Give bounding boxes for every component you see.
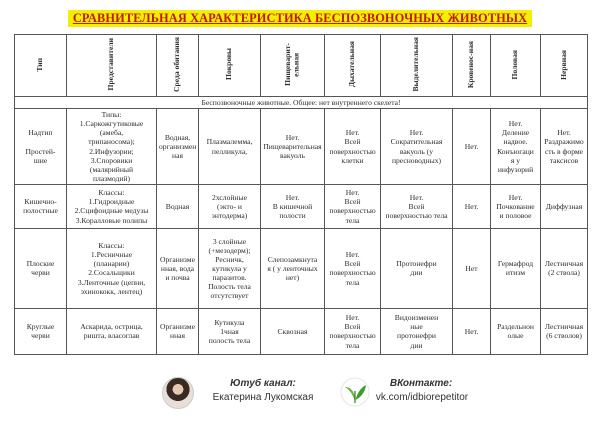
row-type: Плоские черви bbox=[15, 228, 67, 308]
table-cell: Сквозная bbox=[261, 308, 325, 354]
youtube-channel-link[interactable]: Екатерина Лукомская bbox=[212, 392, 314, 403]
row-type: Круглые черви bbox=[15, 308, 67, 354]
table-row bbox=[15, 184, 588, 228]
table-cell: Протонефри дии bbox=[381, 228, 453, 308]
table-cell: Плазмалемма, пелликула, bbox=[199, 109, 261, 185]
header-respiratory: Дыхательная bbox=[325, 35, 381, 97]
table-cell: Раздельнон олые bbox=[491, 308, 541, 354]
title-wrap bbox=[0, 9, 600, 27]
table-cell: Нет. bbox=[453, 308, 491, 354]
table-cell: Нет. Всей поверхностью тела bbox=[325, 184, 381, 228]
table-cell: Гермафрод итизм bbox=[491, 228, 541, 308]
table-cell: Нет. Всей поверхностью тела bbox=[325, 228, 381, 308]
table-cell: Слепозамкнута я ( у ленточных нет) bbox=[261, 228, 325, 308]
header-reproductive: Половая bbox=[491, 35, 541, 97]
table-cell: Диффузная bbox=[541, 184, 588, 228]
table-cell: Лестничная (6 стволов) bbox=[541, 308, 588, 354]
table-cell: Нет. Раздражимо сть в форме таксисов bbox=[541, 109, 588, 185]
table-cell: Нет. Почкование и половое bbox=[491, 184, 541, 228]
table-cell: Кутикула 1чная полость тела bbox=[199, 308, 261, 354]
vk-label: ВКонтакте: bbox=[389, 378, 453, 389]
youtube-label: Ютуб канал: bbox=[230, 378, 296, 389]
table-cell: Нет. bbox=[453, 109, 491, 185]
table-cell: Нет. Сократительная вакуоль (у пресноводных) bbox=[381, 109, 453, 185]
header-type: Тип bbox=[15, 35, 67, 97]
table-cell: Классы: 1.Ресничные (планарии) 2.Сосальщики 3.Ленточные (цепни, эхинококк, лентец) bbox=[67, 228, 157, 308]
table-cell: Организме нная, вода и почва bbox=[157, 228, 199, 308]
common-note: Беспозвоночные животные. Общее: нет внутреннего скелета! bbox=[15, 97, 588, 109]
table-row bbox=[15, 308, 588, 354]
table-row bbox=[15, 228, 588, 308]
table-cell: Видоизменен ные протонефри дии bbox=[381, 308, 453, 354]
table-cell: Нет. bbox=[453, 184, 491, 228]
row-type: Кишечно- полостные bbox=[15, 184, 67, 228]
page-title: СРАВНИТЕЛЬНАЯ ХАРАКТЕРИСТИКА БЕСПОЗВОНОЧНЫХ ЖИВОТНЫХ bbox=[68, 10, 532, 27]
header-circulatory: Кровенос-ная bbox=[453, 35, 491, 97]
table-cell: Нет. Деление надвое. Конъюгаци я у инфузорий bbox=[491, 109, 541, 185]
header-digestive: Пищеварит- ельная bbox=[261, 35, 325, 97]
header-row bbox=[15, 35, 588, 97]
table-cell: Нет bbox=[453, 228, 491, 308]
table-cell: Организме нная bbox=[157, 308, 199, 354]
common-row bbox=[15, 97, 588, 109]
table-cell: Нет. В кишечной полости bbox=[261, 184, 325, 228]
table-cell: Нет. Всей поверхностью тела bbox=[325, 308, 381, 354]
table-cell: Нет. Пищеварительная вакуоль bbox=[261, 109, 325, 185]
table-cell: Водная bbox=[157, 184, 199, 228]
table-cell: Типы: 1.Саркожгутиковые (амеба, трипаносома); 2.Инфузории; 3.Споровики (малярийный плазмодий) bbox=[67, 109, 157, 185]
header-nervous: Нервная bbox=[541, 35, 588, 97]
header-covers: Покровы bbox=[199, 35, 261, 97]
table-cell: Водная, организмен ная bbox=[157, 109, 199, 185]
table-cell: 3 слойные (+мезодерм); Ресничк, кутикула у паразитов. Полость тела отсутствует bbox=[199, 228, 261, 308]
vk-link[interactable]: vk.com/idbiorepetitor bbox=[375, 392, 469, 403]
comparison-table bbox=[14, 34, 588, 355]
avatar bbox=[162, 377, 194, 409]
table-cell: 2хслойные (экто- и энтодерма) bbox=[199, 184, 261, 228]
header-representatives: Представители bbox=[67, 35, 157, 97]
header-habitat: Среда обитания bbox=[157, 35, 199, 97]
row-type: Надтип Простей- шие bbox=[15, 109, 67, 185]
table-cell: Нет. Всей поверхностью клетки bbox=[325, 109, 381, 185]
footer bbox=[0, 374, 600, 418]
table-cell: Лестничная (2 ствола) bbox=[541, 228, 588, 308]
table-cell: Аскарида, острица, ришта, власоглав bbox=[67, 308, 157, 354]
table-row bbox=[15, 109, 588, 185]
table-cell: Нет. Всей поверхностью тела bbox=[381, 184, 453, 228]
table-cell: Классы: 1.Гидроидные 2.Сцифоидные медузы 3.Коралловые полипы bbox=[67, 184, 157, 228]
header-excretory: Выделительная bbox=[381, 35, 453, 97]
